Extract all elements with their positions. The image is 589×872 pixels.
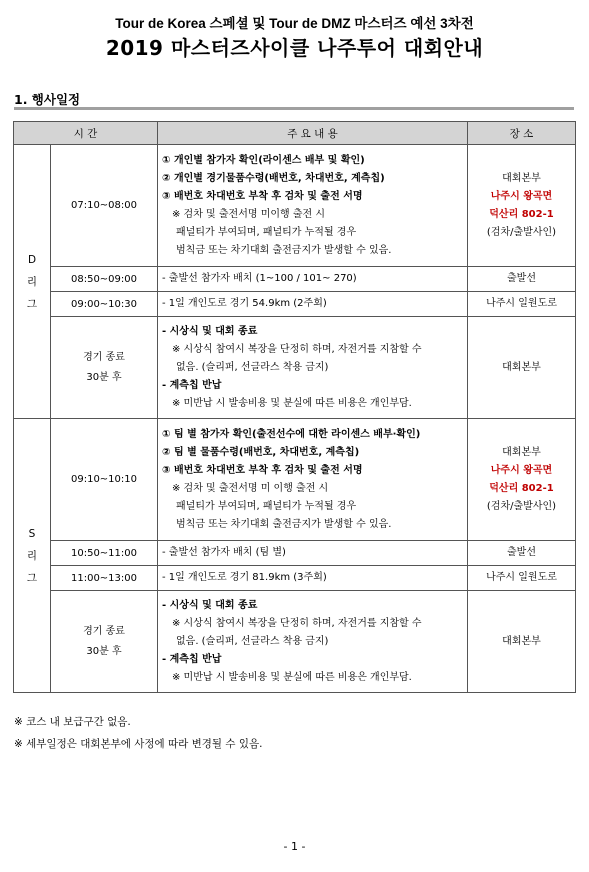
time-cell: 10:50~11:00 <box>51 541 158 566</box>
note-schedule-change: ※ 세부일정은 대회본부에 사정에 따라 변경될 수 있음. <box>14 738 263 750</box>
note-supply: ※ 코스 내 보급구간 없음. <box>14 716 131 728</box>
place-cell: 대회본부 나주시 왕곡면 덕산리 802-1 (검차/출발사인) <box>468 145 576 267</box>
time-cell: 경기 종료 30분 후 <box>51 591 158 693</box>
place-cell: 출발선 <box>468 267 576 292</box>
table-row <box>14 292 576 317</box>
time-cell: 경기 종료 30분 후 <box>51 317 158 419</box>
document-title: 2019 마스터즈사이클 나주투어 대회안내 <box>105 36 484 60</box>
table-header-row <box>14 122 576 145</box>
content-cell: - 출발선 참가자 배치 (1~100 / 101~ 270) <box>158 267 468 292</box>
table-row <box>14 419 576 541</box>
place-cell: 대회본부 나주시 왕곡면 덕산리 802-1 (검차/출발사인) <box>468 419 576 541</box>
schedule-table <box>13 121 576 693</box>
place-cell: 대회본부 <box>468 317 576 419</box>
league-label-s: S 리 그 <box>14 419 51 693</box>
table-row <box>14 145 576 267</box>
time-cell: 09:00~10:30 <box>51 292 158 317</box>
content-cell: - 시상식 및 대회 종료 ※ 시상식 참여시 복장을 단정히 하며, 자전거를 지참할 수 없음. (슬리퍼, 선글라스 착용 금지) - 계측칩 반납 ※ 미반납 시 발송비용 및 분실에 따른 비용은 개인부담. <box>158 591 468 693</box>
content-cell: - 시상식 및 대회 종료 ※ 시상식 참여시 복장을 단정히 하며, 자전거를 지참할 수 없음. (슬리퍼, 선글라스 착용 금지) - 계측칩 반납 ※ 미반납 시 발송비용 및 분실에 따른 비용은 개인부담. <box>158 317 468 419</box>
table-row <box>14 267 576 292</box>
header-content: 주 요 내 용 <box>158 122 468 145</box>
content-cell: ① 팀 별 참가자 확인(출전선수에 대한 라이센스 배부·확인) ② 팀 별 물품수령(배번호, 차대번호, 계측칩) ③ 배번호 차대번호 부착 후 검차 및 출전 서명 ※ 검차 및 출전서명 미 이행 출전 시 패널티가 부여되며, 패널티가 누적될 경우 범칙금 또는 차기대회 출전금지가 발생할 수 있음. <box>158 419 468 541</box>
place-cell: 나주시 일원도로 <box>468 566 576 591</box>
table-row <box>14 541 576 566</box>
content-cell: ① 개인별 참가자 확인(라이센스 배부 및 확인) ② 개인별 경기물품수령(배번호, 차대번호, 계측칩) ③ 배번호 차대번호 부착 후 검차 및 출전 서명 ※ 검차 및 출전서명 미이행 출전 시 패널티가 부여되며, 패널티가 누적될 경우 범칙금 또는 차기대회 출전금지가 발생할 수 있음. <box>158 145 468 267</box>
document-subtitle: Tour de Korea 스페셜 및 Tour de DMZ 마스터즈 예선 3차전 <box>115 16 474 31</box>
section-title: 1. 행사일정 <box>14 92 81 107</box>
table-row <box>14 591 576 693</box>
place-cell: 대회본부 <box>468 591 576 693</box>
content-cell: - 1일 개인도로 경기 54.9km (2주회) <box>158 292 468 317</box>
header-time: 시 간 <box>14 122 158 145</box>
content-cell: - 1일 개인도로 경기 81.9km (3주회) <box>158 566 468 591</box>
time-cell: 07:10~08:00 <box>51 145 158 267</box>
page-number: - 1 - <box>283 840 306 853</box>
section-divider <box>14 107 574 110</box>
table-row <box>14 317 576 419</box>
league-label-d: D 리 그 <box>14 145 51 419</box>
header-place: 장 소 <box>468 122 576 145</box>
time-cell: 11:00~13:00 <box>51 566 158 591</box>
table-row <box>14 566 576 591</box>
place-cell: 나주시 일원도로 <box>468 292 576 317</box>
place-cell: 출발선 <box>468 541 576 566</box>
time-cell: 08:50~09:00 <box>51 267 158 292</box>
time-cell: 09:10~10:10 <box>51 419 158 541</box>
content-cell: - 출발선 참가자 배치 (팀 별) <box>158 541 468 566</box>
